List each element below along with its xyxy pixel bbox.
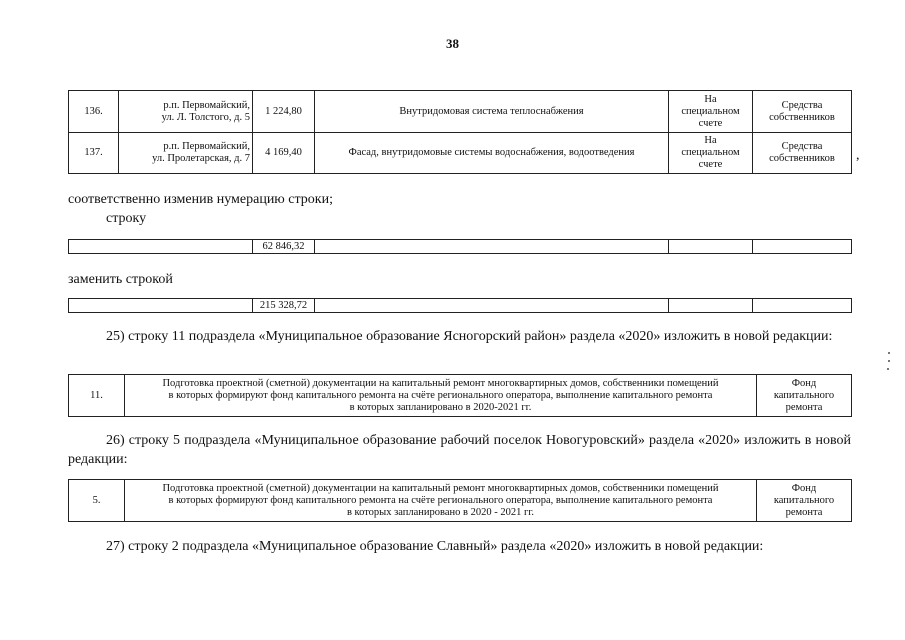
address-cell	[119, 91, 253, 133]
source-line: ремонта	[785, 506, 823, 518]
page-number: 38	[446, 36, 459, 51]
amount-cell: 4 169,40	[253, 133, 315, 174]
item-25-table	[68, 374, 852, 417]
empty-cell	[669, 299, 753, 313]
funding-source-cell	[757, 375, 852, 417]
address-line: ул. Л. Толстого, д. 5	[161, 111, 250, 123]
account-line: На	[704, 135, 717, 146]
amount-cell: 1 224,80	[253, 91, 315, 133]
empty-cell	[753, 240, 852, 254]
account-line: специальном	[681, 105, 740, 117]
address-line: ул. Пролетарская, д. 7	[152, 153, 250, 164]
item-27-text: 27) строку 2 подраздела «Муниципальное образование Славный» раздела «2020» изложить в новой редакции:	[106, 539, 764, 554]
amount-cell: 62 846,32	[253, 240, 315, 254]
source-line: Средства	[781, 141, 823, 152]
description-line: Подготовка проектной (сметной) документации на капитальный ремонт многоквартирных домов, собственники помещений	[162, 482, 719, 494]
description-line: в которых формируют фонд капитального ремонта на счёте регионального оператора, выполнение капитального ремонта	[168, 494, 713, 506]
item-26-text: 26) строку 5 подраздела «Муниципальное образование рабочий поселок Новогуровский» раздела «2020» изложить в новой редакции:	[68, 433, 851, 467]
new-row-table	[68, 298, 852, 313]
renumber-text: соответственно изменив нумерацию строки;	[68, 192, 333, 207]
source-line: собственников	[769, 153, 835, 164]
replace-text: заменить строкой	[68, 272, 173, 287]
description-line: в которых формируют фонд капитального ремонта на счёте регионального оператора, выполнение капитального ремонта	[168, 389, 713, 401]
funding-source-cell	[753, 91, 852, 133]
account-cell	[669, 91, 753, 133]
address-cell	[119, 133, 253, 174]
table-row	[69, 375, 852, 417]
empty-cell	[669, 240, 753, 254]
table-row	[69, 480, 852, 522]
row-number: 137.	[69, 133, 119, 174]
empty-cell	[315, 240, 669, 254]
description-line: в которых запланировано в 2020-2021 гг.	[349, 401, 532, 413]
source-line: капитального	[773, 389, 835, 401]
table-row	[69, 133, 852, 174]
description-cell	[125, 375, 757, 417]
address-line: р.п. Первомайский,	[163, 99, 250, 111]
account-line: счете	[698, 117, 723, 129]
amount-cell: 215 328,72	[253, 299, 315, 313]
funding-source-cell	[753, 133, 852, 174]
description-line: Подготовка проектной (сметной) документации на капитальный ремонт многоквартирных домов, собственники помещений	[162, 377, 719, 389]
source-line: капитального	[773, 494, 835, 506]
table-row	[69, 91, 852, 133]
source-line: Фонд	[791, 482, 817, 494]
item-25-text: 25) строку 11 подраздела «Муниципальное образование Ясногорский район» раздела «2020» изложить в новой редакции:	[106, 329, 833, 344]
empty-cell	[315, 299, 669, 313]
empty-cell	[69, 299, 253, 313]
work-type-cell: Внутридомовая система теплоснабжения	[315, 91, 669, 133]
address-line: р.п. Первомайский,	[163, 141, 250, 152]
work-type-cell: Фасад, внутридомовые системы водоснабжения, водоотведения	[315, 133, 669, 174]
funding-source-cell	[757, 480, 852, 522]
old-row-table	[68, 239, 852, 254]
row-word-text: строку	[106, 211, 147, 226]
row-number: 5.	[69, 480, 125, 522]
empty-cell	[69, 240, 253, 254]
scan-speck	[888, 360, 890, 362]
table-row	[69, 240, 852, 254]
scan-speck	[887, 368, 889, 370]
source-line: собственников	[769, 111, 835, 123]
main-table	[68, 90, 852, 174]
account-line: На	[704, 93, 717, 105]
item-26-table	[68, 479, 852, 522]
account-line: специальном	[681, 147, 740, 158]
source-line: ремонта	[785, 401, 823, 413]
row-number: 136.	[69, 91, 119, 133]
trailing-comma: ,	[856, 148, 860, 163]
scan-speck	[888, 352, 890, 354]
source-line: Средства	[781, 99, 823, 111]
source-line: Фонд	[791, 377, 817, 389]
table-row	[69, 299, 852, 313]
empty-cell	[753, 299, 852, 313]
account-line: счете	[698, 159, 723, 170]
description-cell	[125, 480, 757, 522]
account-cell	[669, 133, 753, 174]
row-number: 11.	[69, 375, 125, 417]
description-line: в которых запланировано в 2020 - 2021 гг.	[346, 506, 535, 518]
